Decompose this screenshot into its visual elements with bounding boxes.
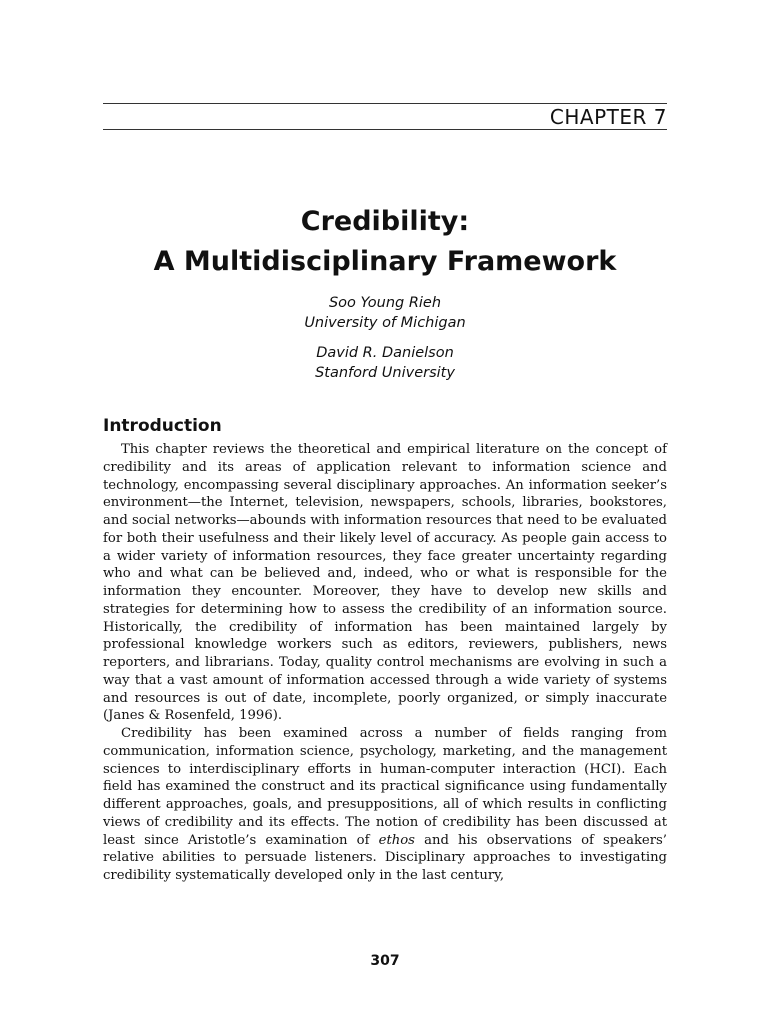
body-text — [103, 441, 667, 885]
chapter-label: CHAPTER 7 — [549, 105, 667, 129]
header-rule-bottom — [103, 129, 667, 130]
author-block-1 — [103, 293, 667, 333]
author-block-2 — [103, 343, 667, 383]
paragraph-1 — [103, 441, 667, 725]
paragraph-text: Credibility has been examined across a number of fields ranging from communication, information science, psychology, marketing, and the management sciences to interdisciplinary efforts in human-computer interaction (HCI). Each field has examined the construct and its practical significance using fundamentally different approaches, goals, and presuppositions, all of which results in conflicting views of credibility and its effects. The notion of credibility has been discussed at least since Aristotle’s examination of — [103, 726, 667, 848]
chapter-title — [103, 202, 667, 282]
paragraph-2 — [103, 725, 667, 885]
emphasized-term: ethos — [378, 832, 415, 848]
author-name: Soo Young Rieh — [328, 295, 442, 311]
chapter-title-line-2: A Multidisciplinary Framework — [153, 246, 617, 277]
paragraph-text: This chapter reviews the theoretical and empirical literature on the concept of credibility and its areas of application relevant to information science and technology, encompassing several disciplinary approaches. An information seeker’s environment—the Internet, television, newspapers, schools, libraries, bookstores, and social networks—abounds with information resources that need to be evaluated for both their usefulness and their likely level of accuracy. As people gain access to a wider variety of information resources, they face greater uncertainty regarding who and what can be believed and, indeed, who or what is responsible for the information they encounter. Moreover, they have to develop new skills and strategies for determining how to assess the credibility of an information source. Historically, the credibility of information has been maintained largely by professional knowledge workers such as editors, reviewers, publishers, news reporters, and librarians. Today, quality control mechanisms are evolving in such a way that a vast amount of information accessed through a wide variety of systems and resources is out of date, incomplete, poorly organized, or simply inaccurate (Janes & Rosenfeld, 1996). — [103, 442, 667, 724]
author-affiliation: University of Michigan — [304, 315, 466, 331]
author-name: David R. Danielson — [316, 345, 454, 361]
author-affiliation: Stanford University — [315, 365, 455, 381]
paragraph-text: and his observations of speakers’ relative abilities to persuade listeners. Disciplinary approaches to investigating credibility systematically developed only in the last century, — [103, 832, 667, 883]
chapter-title-line-1: Credibility: — [300, 206, 470, 237]
section-heading-introduction: Introduction — [103, 416, 222, 436]
page-number: 307 — [370, 953, 400, 969]
